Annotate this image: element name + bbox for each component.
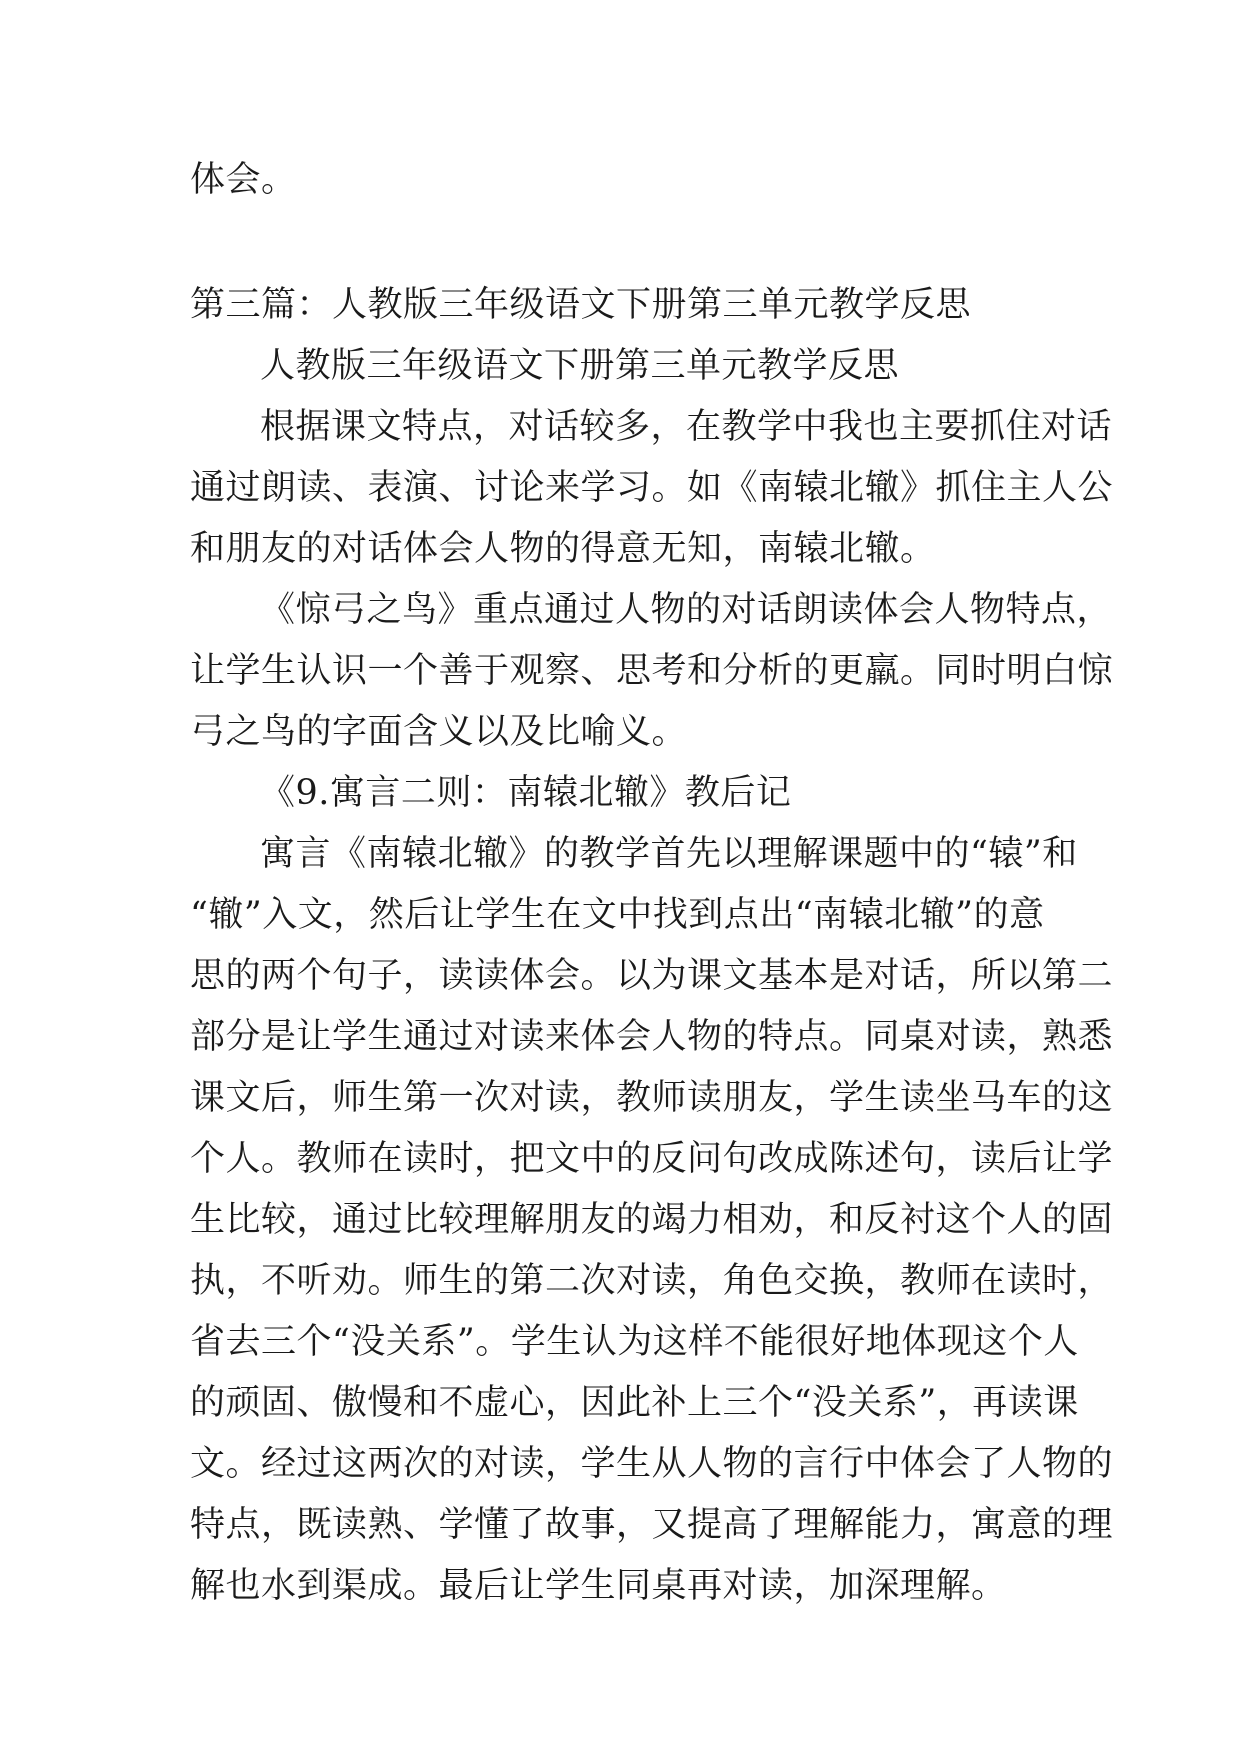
- article-title: 人教版三年级语文下册第三单元教学反思: [260, 346, 900, 386]
- text-line: 寓言《南辕北辙》的教学首先以理解课题中的“辕”和: [260, 834, 1078, 874]
- text-line: 《惊弓之鸟》重点通过人物的对话朗读体会人物特点，: [260, 590, 1113, 630]
- text-line: 弓之鸟的字面含义以及比喻义。: [190, 712, 688, 752]
- paragraph-gap: [190, 211, 1055, 275]
- text-line: 个人。教师在读时，把文中的反问句改成陈述句，读后让学: [190, 1139, 1114, 1179]
- text-line: 通过朗读、表演、讨论来学习。如《南辕北辙》抓住主人公: [190, 468, 1114, 508]
- text-line: “辙”入文，然后让学生在文中找到点出“南辕北辙”的意: [190, 895, 1045, 935]
- text-line: 的顽固、傲慢和不虚心，因此补上三个“没关系”，再读课: [190, 1383, 1079, 1423]
- subheading: 《9.寓言二则：南辕北辙》教后记: [260, 773, 792, 813]
- text-line: 解也水到渠成。最后让学生同桌再对读，加深理解。: [190, 1566, 1007, 1606]
- text-line: 思的两个句子，读读体会。以为课文基本是对话，所以第二: [190, 956, 1114, 996]
- text-line: 生比较，通过比较理解朋友的竭力相劝，和反衬这个人的固: [190, 1200, 1114, 1240]
- text-line: 特点，既读熟、学懂了故事，又提高了理解能力，寓意的理: [190, 1505, 1114, 1545]
- section-heading: 第三篇：人教版三年级语文下册第三单元教学反思: [190, 285, 972, 325]
- text-line: 文。经过这两次的对读，学生从人物的言行中体会了人物的: [190, 1444, 1114, 1484]
- text-line: 体会。: [190, 160, 297, 200]
- text-line: 省去三个“没关系”。学生认为这样不能很好地体现这个人: [190, 1322, 1079, 1362]
- document-page: [190, 150, 1114, 1617]
- text-line: 执，不听劝。师生的第二次对读，角色交换，教师在读时，: [190, 1261, 1114, 1301]
- text-line: 和朋友的对话体会人物的得意无知，南辕北辙。: [190, 529, 936, 569]
- text-line: 部分是让学生通过对读来体会人物的特点。同桌对读，熟悉: [190, 1017, 1114, 1057]
- text-line: 课文后，师生第一次对读，教师读朋友，学生读坐马车的这: [190, 1078, 1114, 1118]
- text-line: 让学生认识一个善于观察、思考和分析的更羸。同时明白惊: [190, 651, 1114, 691]
- text-line: 根据课文特点，对话较多，在教学中我也主要抓住对话: [260, 407, 1113, 447]
